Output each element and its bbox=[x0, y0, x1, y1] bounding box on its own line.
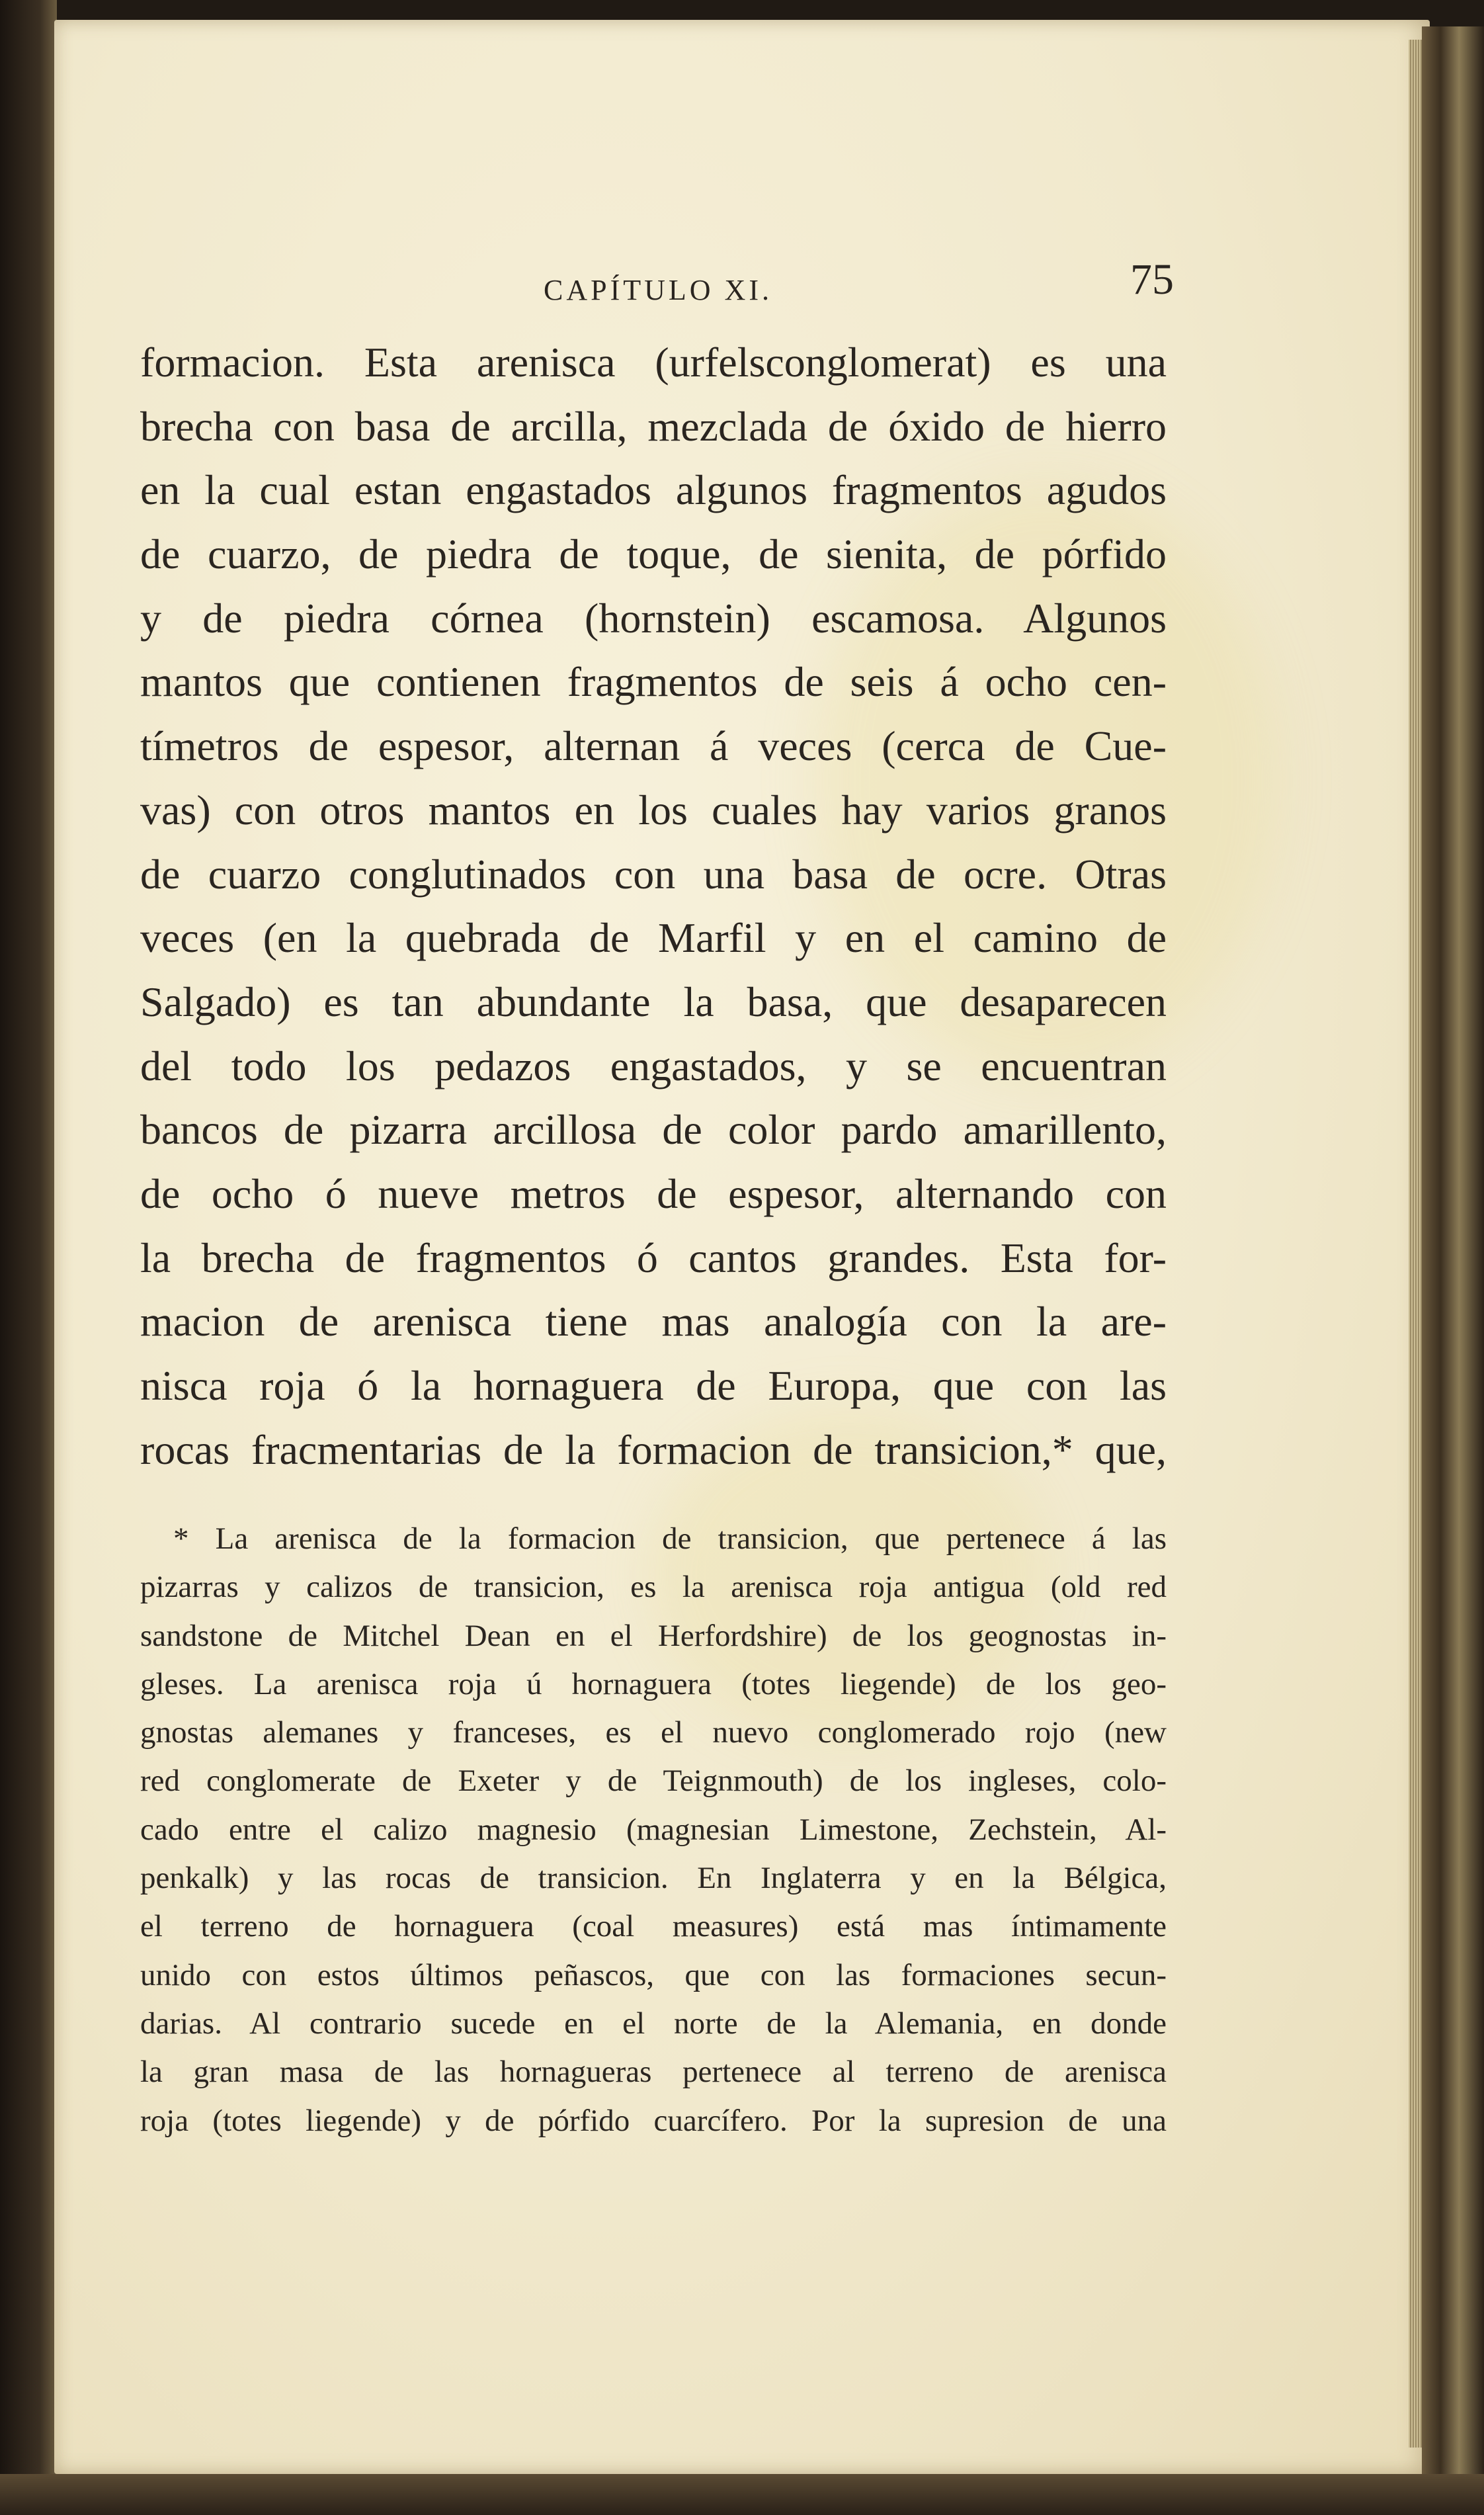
text-line: del todo los pedazos engastados, y se encuentran bbox=[140, 1042, 1167, 1089]
footnote-line: pizarras y calizos de transicion, es la arenisca roja antigua (old red bbox=[140, 1570, 1167, 1605]
book-binding-edge bbox=[1422, 26, 1484, 2474]
text-line: vas) con otros mantos en los cuales hay varios granos bbox=[140, 786, 1167, 833]
text-line: y de piedra córnea (hornstein) escamosa. Algunos bbox=[140, 594, 1167, 642]
bottom-book-edge bbox=[0, 2474, 1484, 2515]
text-line: de ocho ó nueve metros de espesor, alternando con bbox=[140, 1170, 1167, 1217]
footnote-line: el terreno de hornaguera (coal measures) está mas íntimamente bbox=[140, 1909, 1167, 1944]
text-line: rocas fracmentarias de la formacion de transicion,* que, bbox=[140, 1426, 1167, 1473]
text-line: formacion. Esta arenisca (urfelsconglomerat) es una bbox=[140, 339, 1167, 386]
left-book-edge bbox=[0, 0, 57, 2515]
text-line: mantos que contienen fragmentos de seis á ocho cen- bbox=[140, 658, 1167, 706]
footnote-line: sandstone de Mitchel Dean en el Herfordshire) de los geognostas in- bbox=[140, 1618, 1167, 1653]
footnote-line: darias. Al contrario sucede en el norte de la Alemania, en donde bbox=[140, 2006, 1167, 2041]
text-line: macion de arenisca tiene mas analogía con la are- bbox=[140, 1298, 1167, 1345]
text-line: de cuarzo conglutinados con una basa de ocre. Otras bbox=[140, 850, 1167, 898]
text-line: tímetros de espesor, alternan á veces (cerca de Cue- bbox=[140, 722, 1167, 770]
text-line: en la cual estan engastados algunos fragmentos agudos bbox=[140, 466, 1167, 514]
footnote-line: la gran masa de las hornagueras pertenece al terreno de arenisca bbox=[140, 2055, 1167, 2090]
running-head: CAPÍTULO XI. bbox=[544, 274, 772, 306]
text-line: la brecha de fragmentos ó cantos grandes. Esta for- bbox=[140, 1234, 1167, 1281]
footnote-line: penkalk) y las rocas de transicion. En Inglaterra y en la Bélgica, bbox=[140, 1861, 1167, 1896]
text-line: Salgado) es tan abundante la basa, que desaparecen bbox=[140, 978, 1167, 1025]
footnote-line: unido con estos últimos peñascos, que con las formaciones secun- bbox=[140, 1957, 1167, 1992]
text-line: bancos de pizarra arcillosa de color pardo amarillento, bbox=[140, 1106, 1167, 1154]
footnote-line: roja (totes liegende) y de pórfido cuarcífero. Por la supresion de una bbox=[140, 2103, 1167, 2138]
text-line: brecha con basa de arcilla, mezclada de óxido de hierro bbox=[140, 402, 1167, 450]
page-header bbox=[142, 255, 1174, 314]
text-line: de cuarzo, de piedra de toque, de sienita, de pórfido bbox=[140, 531, 1167, 578]
footnote-line: cado entre el calizo magnesio (magnesian Limestone, Zechstein, Al- bbox=[140, 1812, 1167, 1847]
footnote-line: gnostas alemanes y franceses, es el nuevo conglomerado rojo (new bbox=[140, 1715, 1167, 1750]
footnote-line: * La arenisca de la formacion de transicion, que pertenece á las bbox=[173, 1521, 1167, 1556]
text-line: veces (en la quebrada de Marfil y en el camino de bbox=[140, 914, 1167, 962]
footnote-line: red conglomerate de Exeter y de Teignmouth) de los ingleses, colo- bbox=[140, 1764, 1167, 1799]
page-number: 75 bbox=[1130, 255, 1174, 304]
footnote-line: gleses. La arenisca roja ú hornaguera (totes liegende) de los geo- bbox=[140, 1666, 1167, 1701]
text-line: nisca roja ó la hornaguera de Europa, que con las bbox=[140, 1362, 1167, 1409]
main-text bbox=[140, 331, 1167, 1482]
footnote bbox=[140, 1515, 1167, 2145]
